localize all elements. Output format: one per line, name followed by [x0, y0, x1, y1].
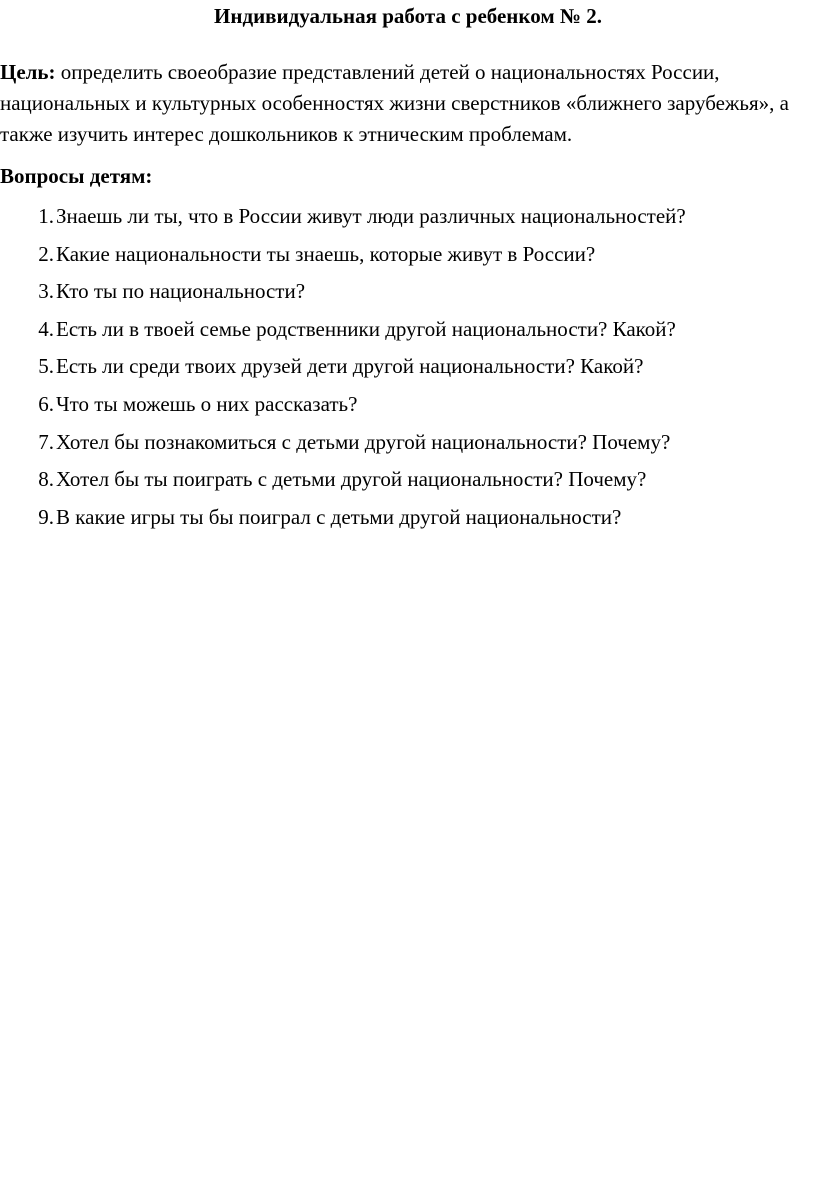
question-number: 2.	[38, 241, 54, 266]
question-text: Что ты можешь о них рассказать?	[56, 391, 358, 416]
question-item-1	[0, 202, 686, 240]
question-number: 4.	[38, 316, 54, 341]
question-item-3	[0, 277, 686, 315]
question-text: Знаешь ли ты, что в России живут люди различных национальностей?	[56, 204, 686, 228]
question-number: 7.	[38, 429, 54, 454]
question-number: 8.	[38, 467, 54, 492]
question-item-7	[0, 428, 686, 466]
question-number: 6.	[38, 391, 54, 416]
question-text: Кто ты по национальности?	[56, 279, 306, 304]
question-text: Хотел бы познакомиться с детьми другой национальности? Почему?	[56, 429, 671, 454]
questions-heading: Вопросы детям:	[0, 164, 153, 188]
question-item-9	[0, 503, 686, 541]
question-text: Хотел бы ты поиграть с детьми другой национальности? Почему?	[56, 467, 647, 492]
document-title: Индивидуальная работа с ребенком № 2.	[214, 4, 602, 28]
question-number: 3.	[38, 279, 54, 304]
question-item-8	[0, 465, 686, 503]
question-text: В какие игры ты бы поиграл с детьми другой национальности?	[56, 504, 622, 529]
question-number: 5.	[38, 354, 54, 379]
question-item-4	[0, 315, 686, 353]
goal-label: Цель:	[0, 60, 56, 84]
question-item-5	[0, 352, 686, 390]
question-text: Какие национальности ты знаешь, которые живут в России?	[56, 241, 596, 266]
question-number: 1.	[38, 204, 54, 228]
question-text: Есть ли в твоей семье родственники другой национальности? Какой?	[56, 316, 676, 341]
question-list	[0, 202, 686, 540]
question-item-2	[0, 240, 686, 278]
question-text: Есть ли среди твоих друзей дети другой национальности? Какой?	[56, 354, 644, 379]
question-number: 9.	[38, 504, 54, 529]
question-item-6	[0, 390, 686, 428]
goal-paragraph	[0, 57, 812, 150]
goal-text: определить своеобразие представлений детей о национальностях России, национальных и культурных особенностях жизни сверстников «ближнего зарубежья», а также изучить интерес дошкольников к этническим проблемам.	[0, 60, 789, 146]
